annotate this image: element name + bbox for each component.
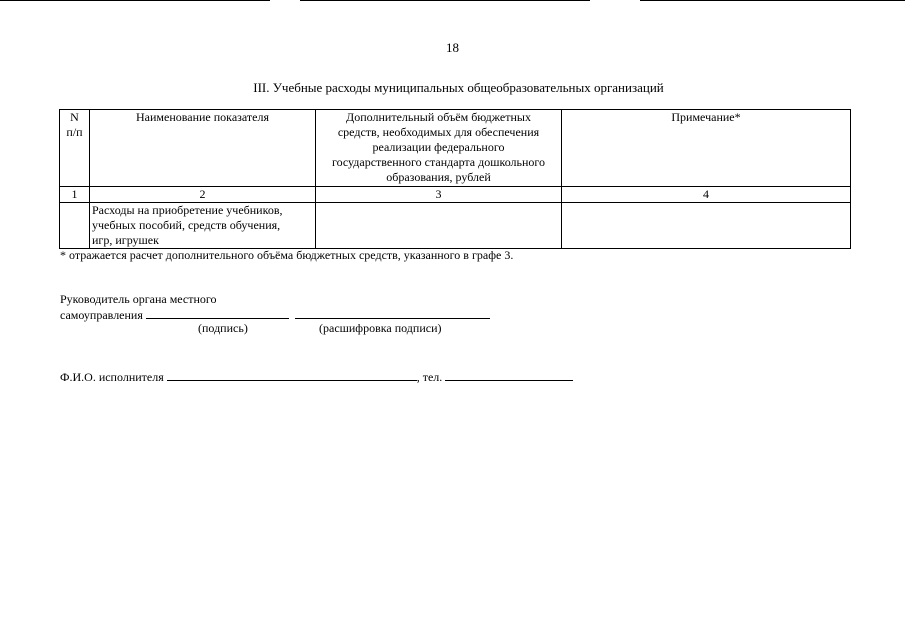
signature-block: [60, 292, 490, 323]
row-amount-cell[interactable]: [316, 203, 562, 249]
executor-label: Ф.И.О. исполнителя: [60, 370, 164, 384]
column-number: 3: [316, 187, 562, 203]
section-title: III. Учебные расходы муниципальных общеобразовательных организаций: [253, 80, 664, 95]
signature-decryption-field[interactable]: [295, 307, 490, 319]
signature-field[interactable]: [146, 307, 289, 319]
phone-field[interactable]: [445, 369, 573, 381]
table-row: [60, 203, 851, 249]
scan-edge: [0, 0, 905, 2]
signature-caption: (подпись): [198, 321, 248, 335]
executor-name-field[interactable]: [167, 369, 417, 381]
row-note-cell[interactable]: [562, 203, 851, 249]
head-title-line2: самоуправления: [60, 308, 143, 322]
header-number: N п/п: [60, 110, 90, 187]
column-number: 4: [562, 187, 851, 203]
row-name-cell: Расходы на приобретение учебников, учебных пособий, средств обучения, игр, игрушек: [90, 203, 316, 249]
decryption-caption: (расшифровка подписи): [319, 321, 442, 335]
column-number: 1: [60, 187, 90, 203]
header-additional-budget: Дополнительный объём бюджетных средств, необходимых для обеспечения реализации федерального государственного стандарта дошкольного образования, рублей: [316, 110, 562, 187]
page-number: 18: [446, 40, 459, 55]
table-header-row: [60, 110, 851, 187]
row-number-cell[interactable]: [60, 203, 90, 249]
column-number: 2: [90, 187, 316, 203]
header-indicator-name: Наименование показателя: [90, 110, 316, 187]
expenses-table: [59, 109, 851, 249]
header-note: Примечание*: [562, 110, 851, 187]
column-number-row: [60, 187, 851, 203]
phone-label: , тел.: [416, 370, 443, 384]
footnote: * отражается расчет дополнительного объёма бюджетных средств, указанного в графе 3.: [60, 248, 514, 262]
executor-line: [60, 369, 573, 385]
head-title-line1: Руководитель органа местного: [60, 292, 217, 306]
